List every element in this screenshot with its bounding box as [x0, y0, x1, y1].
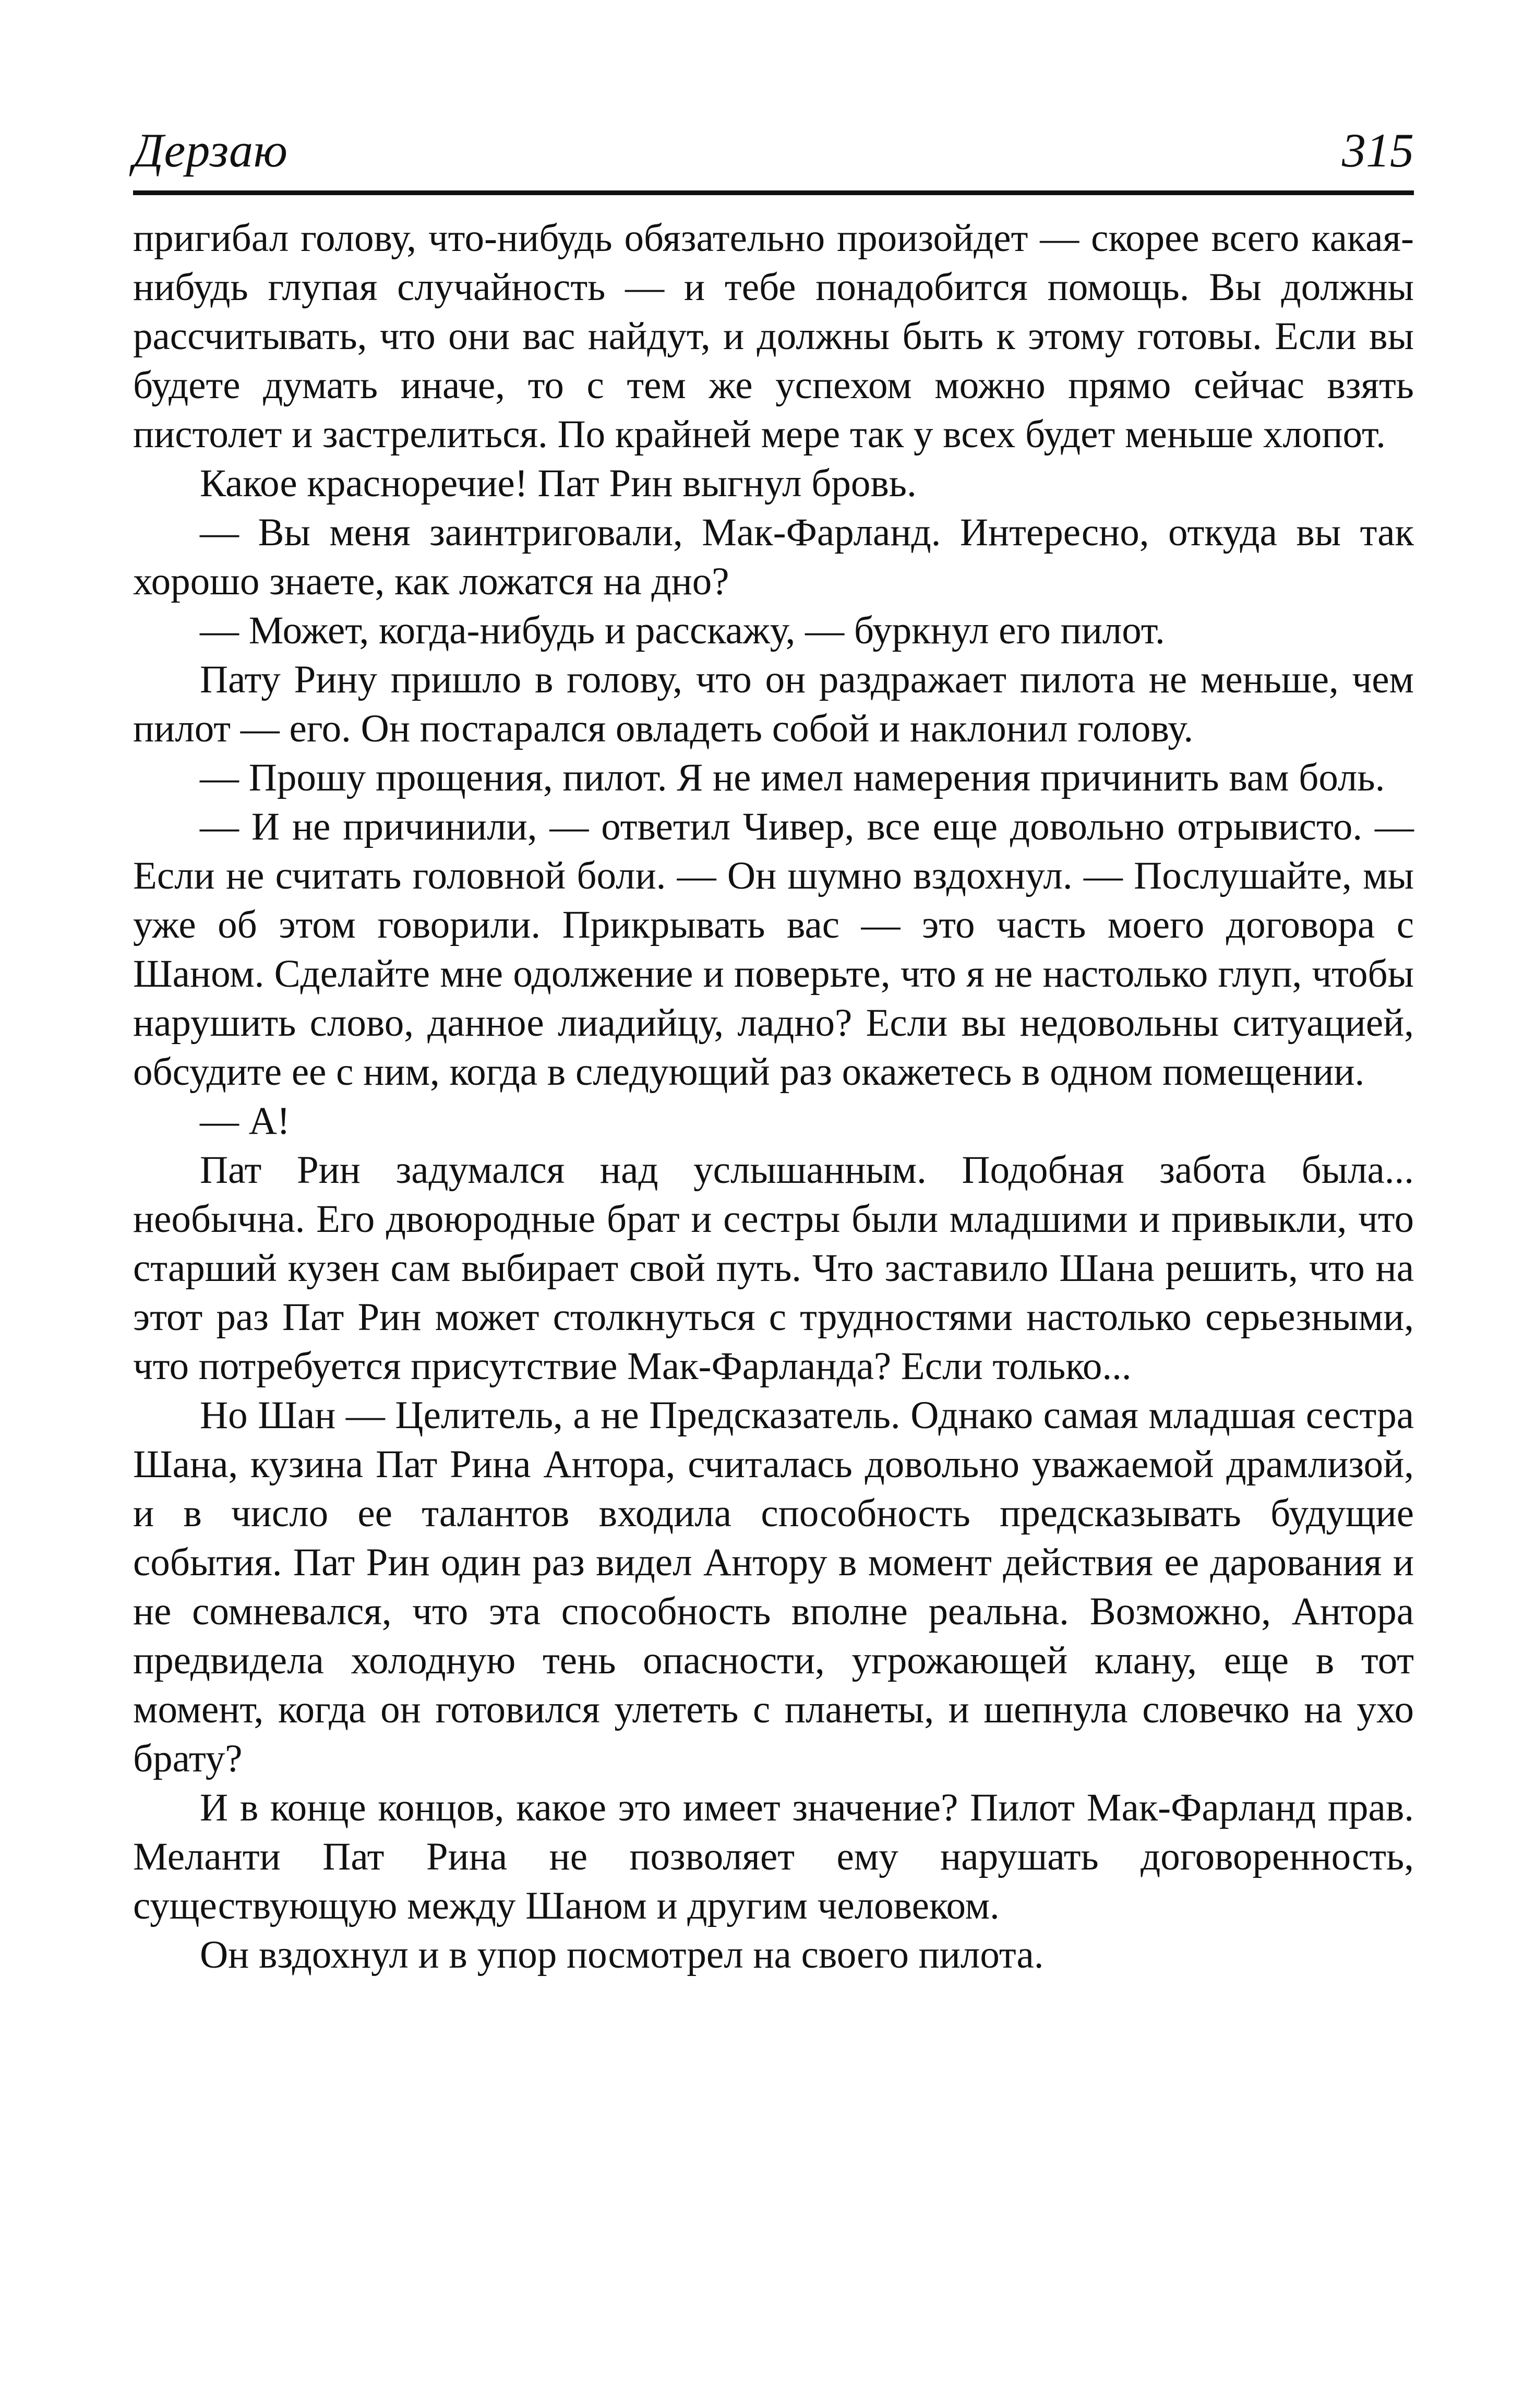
body-text	[133, 214, 1414, 1980]
paragraph: — Вы меня заинтриговали, Мак-Фарланд. Интересно, откуда вы так хорошо знаете, как ложатся на дно?	[133, 511, 1414, 603]
paragraph: И в конце концов, какое это имеет значение? Пилот Мак-Фарланд прав. Меланти Пат Рина не позволяет ему нарушать договоренность, существующую между Шаном и другим человеком.	[133, 1786, 1414, 1927]
paragraph: — Может, когда-нибудь и расскажу, — буркнул его пилот.	[200, 609, 1165, 652]
paragraph: — Прошу прощения, пилот. Я не имел намерения причинить вам боль.	[200, 756, 1385, 799]
paragraph: Пат Рин задумался над услышанным. Подобная забота была... необычна. Его двоюродные брат и сестры были младшими и привыкли, что старший кузен сам выбирает свой путь. Что заставило Шана решить, что на этот раз Пат Рин может столкнуться с трудностями настолько серьезными, что потребуется присутствие Мак-Фарланда? Если только...	[133, 1148, 1414, 1388]
book-page	[133, 112, 1414, 1980]
paragraph: — И не причинили, — ответил Чивер, все еще довольно отрывисто. — Если не считать головной боли. — Он шумно вздохнул. — Послушайте, мы уже об этом говорили. Прикрывать вас — это часть моего договора с Шаном. Сделайте мне одолжение и поверьте, что я не настолько глуп, чтобы нарушить слово, данное лиадийцу, ладно? Если вы недовольны ситуацией, обсудите ее с ним, когда в следующий раз окажетесь в одном помещении.	[133, 805, 1414, 1094]
paragraph: — А!	[200, 1099, 290, 1143]
paragraph: пригибал голову, что-нибудь обязательно произойдет — скорее всего какая-нибудь глупая случайность — и тебе понадобится помощь. Вы должны рассчитывать, что они вас найдут, и должны быть к этому готовы. Если вы будете думать иначе, то с тем же успехом можно прямо сейчас взять пистолет и застрелиться. По крайней мере так у всех будет меньше хлопот.	[133, 217, 1414, 456]
page-header	[133, 112, 1414, 195]
paragraph: Но Шан — Целитель, а не Предсказатель. Однако самая младшая сестра Шана, кузина Пат Рина Антора, считалась довольно уважаемой драмлизой, и в число ее талантов входила способность предсказывать будущие события. Пат Рин один раз видел Антору в момент действия ее дарования и не сомневался, что эта способность вполне реальна. Возможно, Антора предвидела холодную тень опасности, угрожающей клану, еще в тот момент, когда он готовился улететь с планеты, и шепнула словечко на ухо брату?	[133, 1394, 1414, 1780]
paragraph: Пату Рину пришло в голову, что он раздражает пилота не меньше, чем пилот — его. Он постарался овладеть собой и наклонил голову.	[133, 658, 1414, 750]
paragraph: Он вздохнул и в упор посмотрел на своего пилота.	[200, 1933, 1044, 1976]
page-number: 315	[1342, 124, 1414, 177]
paragraph: Какое красноречие! Пат Рин выгнул бровь.	[200, 462, 917, 505]
running-title: Дерзаю	[133, 124, 288, 177]
